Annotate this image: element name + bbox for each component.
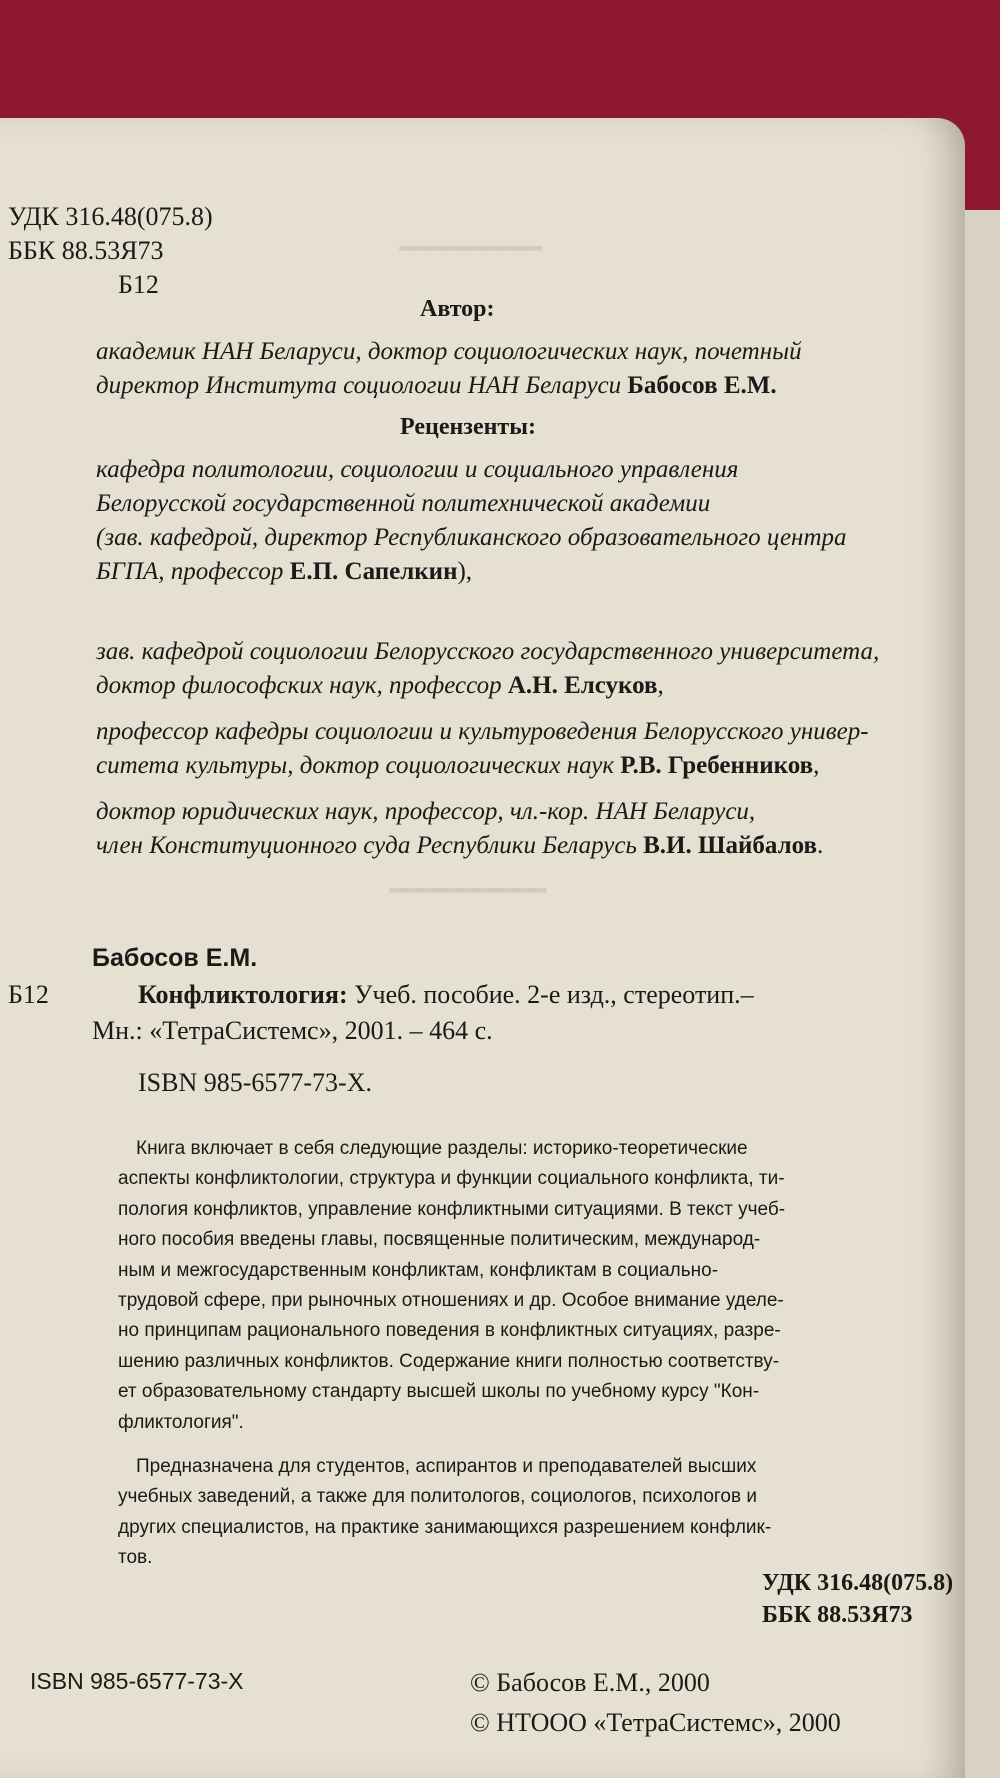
reviewers-heading: Рецензенты: (400, 414, 536, 440)
bib-isbn: ISBN 985-6577-73-X. (138, 1068, 372, 1097)
reviewer3-name: Р.В. Гребенников (620, 752, 814, 779)
annotation-line: трудовой сфере, при рыночных отношениях и др. Особое внимание уделе- (118, 1290, 784, 1312)
annotation-p2 (118, 1452, 948, 1574)
reviewer2-line2 (96, 672, 664, 700)
reviewer4-line1: доктор юридических наук, профессор, чл.-кор. НАН Беларуси, (96, 798, 756, 825)
annotation-line: фликтология". (118, 1411, 244, 1433)
reviewer2-position: доктор философских наук, профессор (96, 672, 502, 699)
udk-code: УДК 316.48(075.8) (8, 202, 213, 231)
reviewer1-tail: ), (457, 558, 473, 585)
author-name: Бабосов Е.М. (627, 372, 777, 399)
reviewer4-tail: . (816, 832, 824, 859)
bib-author: Бабосов Е.М. (92, 944, 258, 972)
reviewer1-line2: Белорусской государственной политехнической академии (96, 490, 711, 517)
author-heading: Автор: (420, 296, 495, 322)
author-title-line2 (96, 372, 777, 400)
annotation-p1 (118, 1134, 948, 1438)
reviewer2-line1: зав. кафедрой социологии Белорусского государственного университета, (96, 638, 880, 665)
annotation-line: тов. (118, 1547, 153, 1569)
book-page (0, 118, 965, 1778)
copyright-author: © Бабосов Е.М., 2000 (470, 1668, 710, 1697)
annotation-line: аспекты конфликтологии, структура и функции социального конфликта, ти- (118, 1168, 785, 1190)
reviewer3-position: ситета культуры, доктор социологических наук (96, 752, 615, 779)
bib-line1 (138, 980, 754, 1010)
annotation-line: но принципам рационального поведения в конфликтных ситуациях, разре- (118, 1320, 781, 1342)
show-through-decor: ━━━━━━━━━━ (400, 236, 543, 261)
reviewer3-line2 (96, 752, 819, 780)
bib-title: Конфликтология: (138, 980, 348, 1009)
author-mark: Б12 (118, 270, 159, 299)
reviewer3-line1: профессор кафедры социологии и культуроведения Белорусского универ- (96, 718, 869, 745)
annotation-line: Предназначена для студентов, аспирантов и преподавателей высших (136, 1456, 757, 1477)
reviewer1-line1: кафедра политологии, социологии и социального управления (96, 456, 739, 483)
copyright-publisher: © НТООО «ТетраСистемс», 2000 (470, 1708, 841, 1737)
annotation-line: ным и межгосударственным конфликтам, конфликтам в социально- (118, 1259, 719, 1281)
annotation-line: Книга включает в себя следующие разделы: историко-теоретические (136, 1138, 748, 1159)
author-title-line1: академик НАН Беларуси, доктор социологических наук, почетный (96, 338, 802, 365)
annotation-line: ного пособия введены главы, посвященные политическим, международ- (118, 1229, 761, 1251)
footer-isbn: ISBN 985-6577-73-X (30, 1668, 244, 1694)
annotation-line: пология конфликтов, управление конфликтными ситуациями. В текст учеб- (118, 1198, 786, 1220)
annotation-line: ет образовательному стандарту высшей школы по учебному курсу "Кон- (118, 1381, 760, 1403)
reviewer1-line3: (зав. кафедрой, директор Республиканского образовательного центра (96, 524, 847, 551)
next-page-edge (962, 210, 1000, 1778)
reviewer4-position: член Конституционного суда Республики Беларусь (96, 832, 637, 859)
reviewer2-tail: , (657, 672, 664, 699)
author-title-text: директор Института социологии НАН Беларуси (96, 372, 622, 399)
bbk-code: ББК 88.53Я73 (8, 236, 164, 265)
bib-code: Б12 (8, 980, 49, 1009)
reviewer4-name: В.И. Шайбалов (643, 832, 817, 859)
reviewer1-name: Е.П. Сапелкин (289, 558, 458, 585)
reviewer4-line2 (96, 832, 823, 860)
footer-udk: УДК 316.48(075.8) (762, 1570, 954, 1596)
bib-edition: Учеб. пособие. 2-е изд., стереотип.– (354, 980, 754, 1009)
reviewer1-position: БГПА, профессор (96, 558, 284, 585)
bib-imprint: Мн.: «ТетраСистемс», 2001. – 464 с. (92, 1016, 493, 1045)
show-through-decor-2: ━━━━━━━━━━━ (390, 878, 547, 903)
reviewer2-name: А.Н. Елсуков (507, 672, 658, 699)
footer-bbk: ББК 88.53Я73 (762, 1602, 913, 1628)
reviewer1-line4 (96, 558, 472, 586)
reviewer3-tail: , (813, 752, 820, 779)
annotation-line: учебных заведений, а также для политологов, социологов, психологов и (118, 1486, 757, 1508)
annotation-line: других специалистов, на практике занимающихся разрешением конфлик- (118, 1516, 772, 1538)
annotation-line: шению различных конфликтов. Содержание книги полностью соответству- (118, 1350, 780, 1372)
